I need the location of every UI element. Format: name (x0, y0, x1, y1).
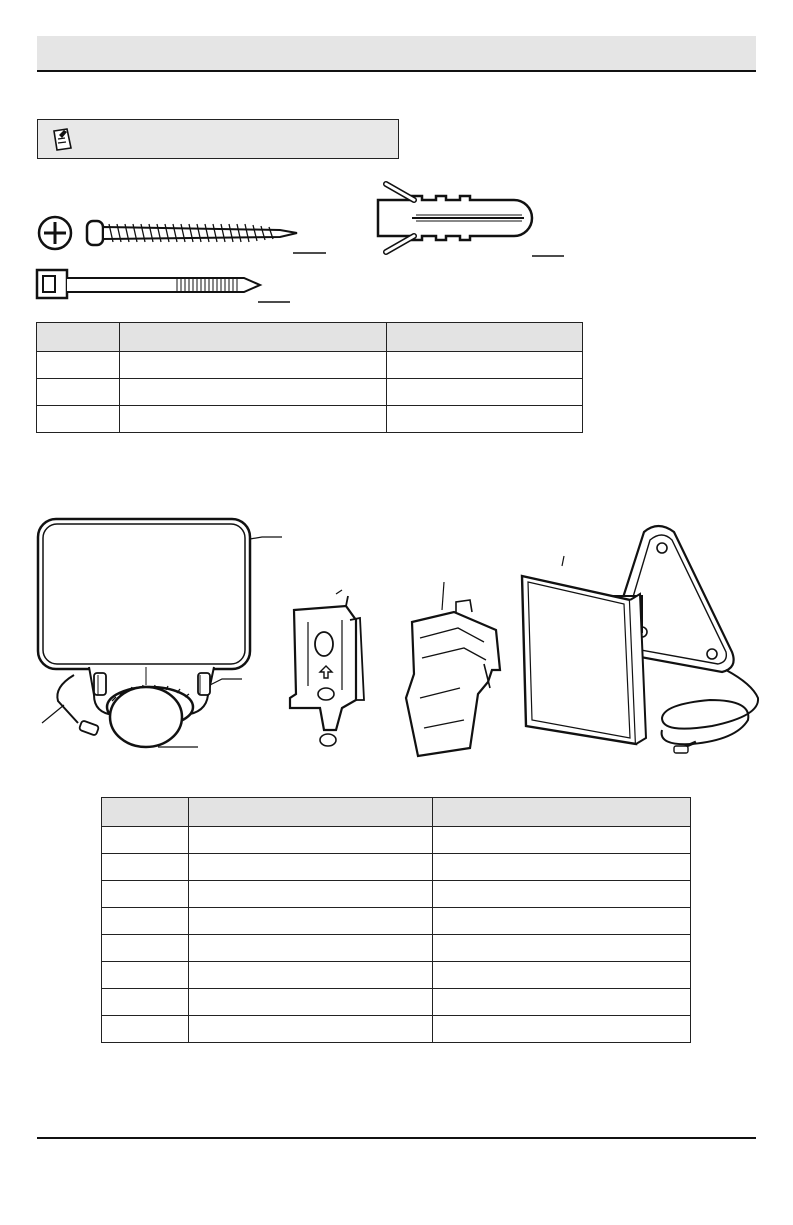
light-head-illustration (34, 515, 294, 755)
table-cell (189, 989, 433, 1016)
screw-illustration (35, 210, 335, 260)
section-header-bar (37, 36, 756, 72)
table-cell (120, 379, 387, 406)
table-cell (433, 854, 691, 881)
package-contents-table (101, 797, 691, 1043)
table-cell (102, 908, 189, 935)
table-cell (189, 827, 433, 854)
table-cell (189, 962, 433, 989)
table-row (102, 827, 691, 854)
table-cell (37, 406, 120, 433)
table-cell (387, 379, 583, 406)
table-row (102, 854, 691, 881)
hardware-note-box (37, 119, 399, 159)
hardware-table (36, 322, 583, 433)
cable-tie-illustration (34, 266, 294, 306)
table-row (37, 379, 583, 406)
table-row (37, 352, 583, 379)
column-header (37, 323, 120, 352)
table-cell (433, 935, 691, 962)
table-cell (189, 1016, 433, 1043)
table-cell (102, 962, 189, 989)
column-header (189, 798, 433, 827)
table-cell (102, 881, 189, 908)
solar-panel-illustration (512, 520, 762, 765)
wall-anchor-illustration (374, 180, 574, 260)
table-cell (433, 908, 691, 935)
table-row (102, 989, 691, 1016)
table-cell (102, 827, 189, 854)
table-cell (102, 935, 189, 962)
column-header (387, 323, 583, 352)
table-cell (433, 989, 691, 1016)
table-header-row (102, 798, 691, 827)
table-cell (189, 935, 433, 962)
table-row (102, 908, 691, 935)
clip-illustration (400, 578, 510, 758)
table-cell (433, 962, 691, 989)
table-cell (102, 1016, 189, 1043)
table-cell (189, 908, 433, 935)
table-cell (102, 854, 189, 881)
table-cell (433, 827, 691, 854)
footer-rule (37, 1137, 756, 1139)
pencil-note-icon (50, 126, 76, 152)
table-header-row (37, 323, 583, 352)
table-cell (433, 881, 691, 908)
table-cell (120, 352, 387, 379)
table-row (102, 881, 691, 908)
table-cell (37, 352, 120, 379)
table-row (102, 1016, 691, 1043)
mounting-bracket-illustration (284, 590, 379, 765)
table-cell (37, 379, 120, 406)
column-header (433, 798, 691, 827)
table-row (102, 935, 691, 962)
table-row (37, 406, 583, 433)
column-header (102, 798, 189, 827)
table-row (102, 962, 691, 989)
table-cell (102, 989, 189, 1016)
table-cell (120, 406, 387, 433)
table-cell (433, 1016, 691, 1043)
table-cell (189, 854, 433, 881)
table-cell (387, 352, 583, 379)
table-cell (387, 406, 583, 433)
table-cell (189, 881, 433, 908)
column-header (120, 323, 387, 352)
